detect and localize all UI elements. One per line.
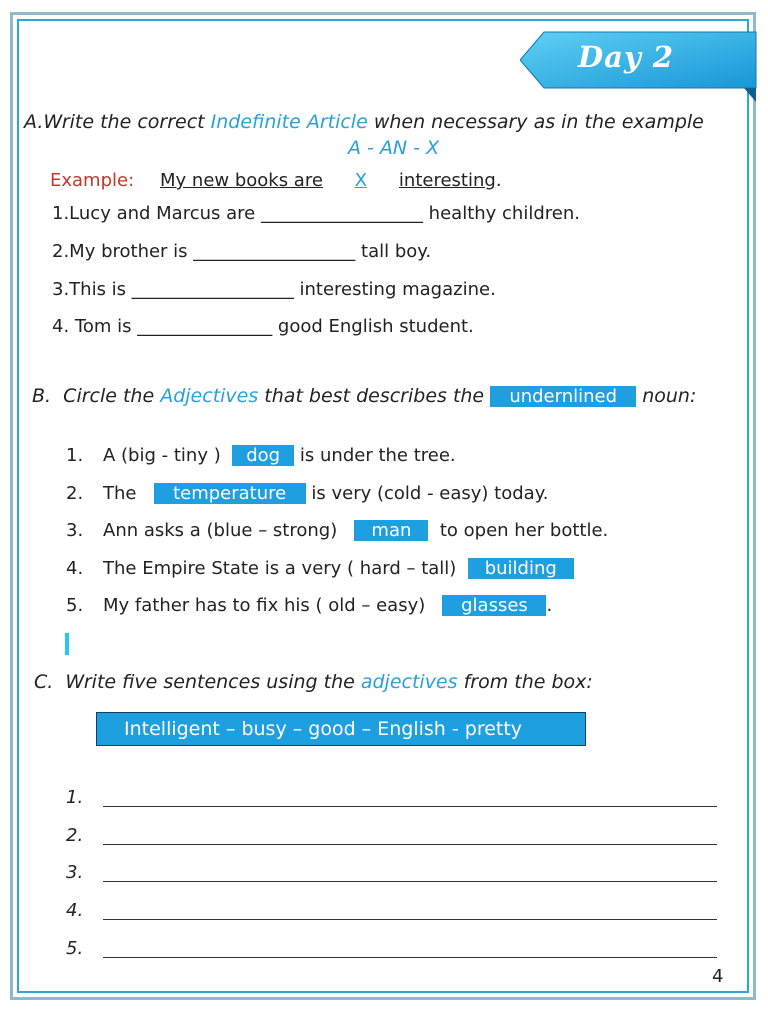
section-a-letter: A. (24, 111, 44, 133)
example-label: Example: (50, 170, 135, 191)
sentence-writing-line[interactable] (103, 844, 717, 845)
article-item-blank[interactable]: _______________ (137, 316, 273, 337)
noun-tag: temperature (154, 483, 306, 504)
section-b-tag: undernlined (490, 386, 636, 407)
article-item-before: 4. Tom is (52, 316, 138, 337)
sentence-writing-line[interactable] (103, 881, 717, 882)
page-border-inner (17, 19, 749, 993)
article-item-before: 2.My brother is (52, 241, 194, 262)
section-b-title (32, 385, 696, 407)
article-item (52, 279, 496, 300)
text-cursor-marker (65, 633, 69, 655)
adjective-item (103, 483, 549, 504)
section-b-text1: Circle the (63, 385, 161, 407)
example-sentence (160, 170, 502, 191)
adjective-item-before: The Empire State is a very ( hard – tall) (103, 558, 457, 579)
adjective-item-before: Ann asks a (blue – strong) (103, 520, 338, 541)
sentence-line-number: 2. (66, 825, 84, 846)
adjective-item-after: is under the tree. (299, 445, 456, 466)
article-item (52, 203, 580, 224)
example-text1: My new books are (160, 170, 323, 191)
section-b-highlight: Adjectives (160, 385, 259, 407)
section-a-text2: when necessary as in the example (367, 111, 704, 133)
article-item-after: interesting magazine. (293, 279, 496, 300)
article-item-blank[interactable]: __________________ (260, 203, 423, 224)
article-item-after: tall boy. (355, 241, 432, 262)
sentence-line-number: 5. (66, 938, 84, 959)
article-item-blank[interactable]: __________________ (131, 279, 294, 300)
noun-tag: dog (232, 445, 294, 466)
noun-tag: glasses (442, 595, 546, 616)
section-c-highlight: adjectives (360, 671, 458, 693)
section-a-subtitle: A - AN - X (348, 137, 440, 159)
article-item-blank[interactable]: __________________ (193, 241, 356, 262)
example-end: . (495, 170, 502, 191)
article-item-before: 1.Lucy and Marcus are (52, 203, 261, 224)
article-item-after: good English student. (272, 316, 474, 337)
sentence-writing-line[interactable] (103, 919, 717, 920)
adjective-item-after: is very (cold - easy) today. (311, 483, 549, 504)
section-c-text2: from the box: (457, 671, 593, 693)
section-c-text1: Write five sentences using the (65, 671, 361, 693)
adjective-item-number: 5. (66, 595, 84, 616)
sentence-line-number: 1. (66, 787, 84, 808)
page-number: 4 (712, 966, 724, 987)
section-b-letter: B. (32, 385, 52, 407)
section-c-title (34, 671, 593, 693)
sentence-writing-line[interactable] (103, 957, 717, 958)
adjective-item-number: 1. (66, 445, 84, 466)
day-label: Day 2 (578, 40, 675, 74)
section-a-title (24, 111, 704, 133)
section-a-text1: Write the correct (43, 111, 211, 133)
adjective-item-before: The (103, 483, 137, 504)
adjective-item-after: . (546, 595, 553, 616)
adjective-item-before: A (big - tiny ) (103, 445, 221, 466)
noun-tag: man (354, 520, 428, 541)
sentence-line-number: 4. (66, 900, 84, 921)
noun-tag: building (468, 558, 574, 579)
sentence-writing-line[interactable] (103, 806, 717, 807)
example-answer: X (354, 170, 368, 191)
adjective-item (103, 445, 456, 466)
adjective-item-number: 3. (66, 520, 84, 541)
article-item (52, 316, 474, 337)
adjective-item-before: My father has to fix his ( old – easy) (103, 595, 426, 616)
adjective-item-number: 2. (66, 483, 84, 504)
article-item-before: 3.This is (52, 279, 132, 300)
adjective-item-number: 4. (66, 558, 84, 579)
article-item-after: healthy children. (422, 203, 580, 224)
sentence-line-number: 3. (66, 862, 84, 883)
adjective-word-box: Intelligent – busy – good – English - pretty (96, 712, 586, 746)
article-item (52, 241, 431, 262)
section-b-text2: that best describes the (258, 385, 491, 407)
section-c-letter: C. (34, 671, 54, 693)
example-text2: interesting (398, 170, 496, 191)
section-b-end: noun: (636, 385, 697, 407)
adjective-item (103, 595, 552, 616)
section-a-highlight: Indefinite Article (210, 111, 368, 133)
adjective-item (103, 558, 574, 579)
adjective-item (103, 520, 608, 541)
adjective-item-after: to open her bottle. (439, 520, 609, 541)
